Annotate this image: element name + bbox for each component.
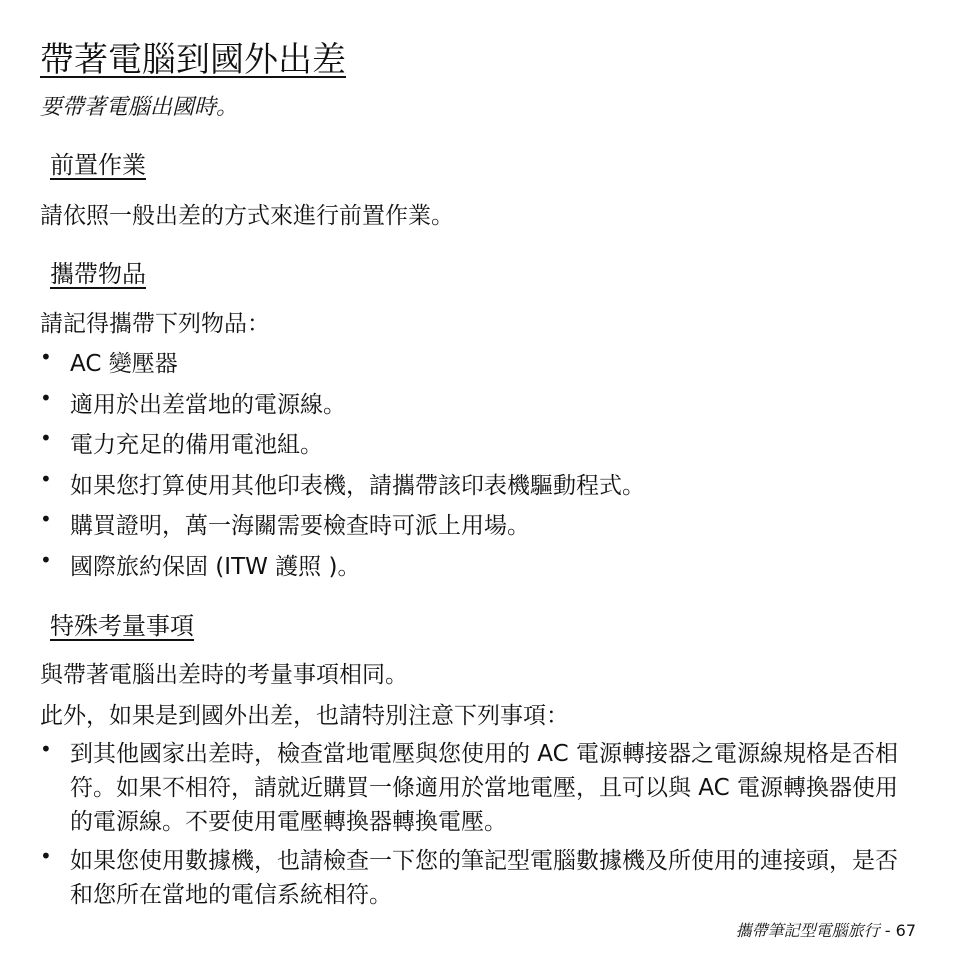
list-item-text: 購買證明，萬一海關需要檢查時可派上用場。 (70, 513, 530, 539)
list-item (40, 345, 920, 378)
footer-label: 攜帶筆記型電腦旅行 - (735, 921, 891, 940)
page-title: 帶著電腦到國外出差 (40, 40, 346, 80)
list-item (40, 548, 920, 581)
list-item-text: 電力充足的備用電池組。 (70, 432, 323, 458)
bullet-icon: • (40, 548, 52, 572)
page-subtitle: 要帶著電腦出國時。 (40, 95, 239, 120)
bullet-icon: • (40, 844, 52, 868)
list-item (40, 737, 920, 839)
section-para-special-1: 與帶著電腦出差時的考量事項相同。 (40, 662, 408, 688)
list-item-text: 如果您打算使用其他印表機，請攜帶該印表機驅動程式。 (70, 473, 645, 499)
bullet-icon: • (40, 386, 52, 410)
list-item (40, 844, 920, 912)
list-item (40, 386, 920, 419)
section-para-special-2: 此外，如果是到國外出差，也請特別注意下列事項： (40, 703, 569, 729)
list-item-text: 如果您使用數據機，也請檢查一下您的筆記型電腦數據機及所使用的連接頭，是否和您所在當地的電信系統相符。 (70, 848, 898, 908)
section-text-prep: 請依照一般出差的方式來進行前置作業。 (40, 203, 454, 229)
bullet-icon: • (40, 426, 52, 450)
list-item-text: 到其他國家出差時，檢查當地電壓與您使用的 AC 電源轉接器之電源線規格是否相符。如果不相符，請就近購買一條適用於當地電壓，且可以與 AC 電源轉換器使用的電源線。不要使用電壓轉換器轉換電壓。 (70, 741, 899, 835)
list-item (40, 507, 920, 540)
list-item-text: 國際旅約保固 (ITW 護照 )。 (70, 554, 361, 580)
page-footer (736, 918, 916, 941)
page-number: 67 (895, 921, 916, 940)
bullet-icon: • (40, 737, 52, 761)
bullet-icon: • (40, 345, 52, 369)
list-item-text: 適用於出差當地的電源線。 (70, 392, 346, 418)
list-item (40, 426, 920, 459)
section-heading-special: 特殊考量事項 (50, 612, 194, 640)
bullet-icon: • (40, 467, 52, 491)
section-heading-items: 攜帶物品 (50, 260, 146, 288)
list-item (40, 467, 920, 500)
section-intro-items: 請記得攜帶下列物品： (40, 311, 270, 337)
section-heading-prep: 前置作業 (50, 151, 146, 179)
bullet-icon: • (40, 507, 52, 531)
list-item-text: AC 變壓器 (70, 351, 178, 377)
